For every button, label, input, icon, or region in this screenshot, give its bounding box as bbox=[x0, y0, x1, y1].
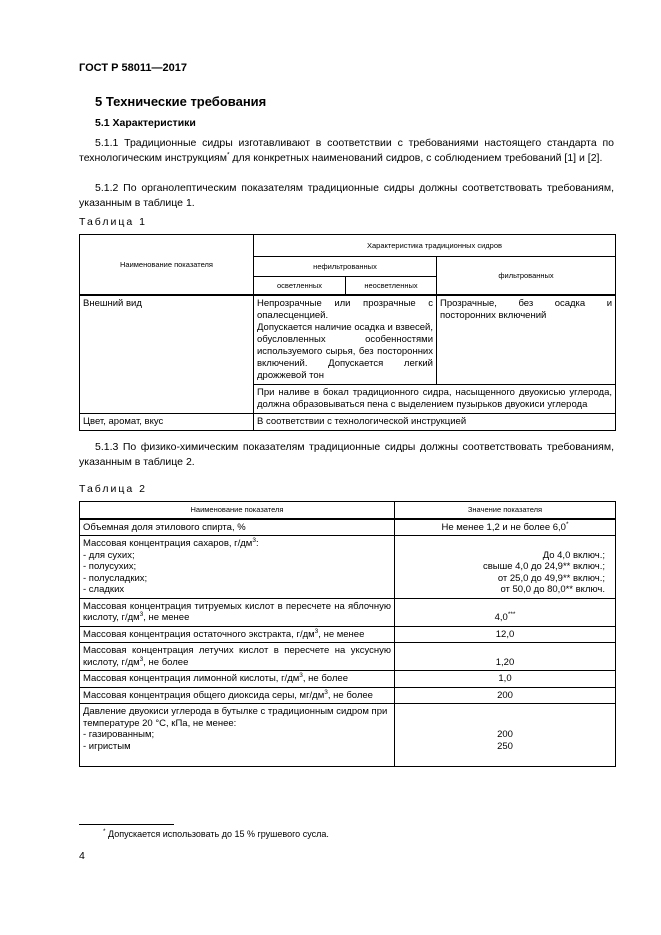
t2-row-pressure-name: Давление двуокиси углерода в бутылке с традиционным сидром при температуре 20 °С, кПа, не менее: - газированным; - игристым bbox=[80, 704, 395, 767]
page-number: 4 bbox=[79, 850, 85, 862]
t2-row-volatile-acids-name: Массовая концентрация летучих кислот в пересчете на уксусную кислоту, $г/дм^3$, не более bbox=[80, 643, 395, 671]
t2-sugars-value: от 50,0 до 80,0** включ. bbox=[500, 584, 605, 595]
t2-row-extract-value: 12,0 bbox=[395, 626, 616, 643]
t2-row-pressure-value bbox=[395, 704, 616, 767]
table-2 bbox=[79, 501, 616, 767]
footnote-separator bbox=[79, 824, 174, 825]
t1-header-unfiltered: нефильтрованных bbox=[254, 257, 437, 277]
t2-row-sugars-value bbox=[395, 536, 616, 599]
t2-pressure-value: 250 bbox=[497, 740, 513, 752]
t2-row-extract-name: Массовая концентрация остаточного экстракта, $г/дм^3$, не менее bbox=[80, 626, 395, 643]
footnote: * Допускается использовать до 15 % грушевого сусла. bbox=[103, 828, 329, 839]
table-1 bbox=[79, 234, 616, 431]
t2-sugars-item: - для сухих; bbox=[83, 549, 135, 561]
document-code: ГОСТ Р 58011—2017 bbox=[79, 62, 187, 74]
t2-sugars-value: свыше 4,0 до 24,9** включ.; bbox=[482, 561, 605, 572]
t2-header-name: Наименование показателя bbox=[80, 502, 395, 519]
t1-header-characteristic: Характеристика традиционных сидров bbox=[254, 235, 616, 257]
t2-header-value: Значение показателя bbox=[395, 502, 616, 519]
paragraph-5-1-3: 5.1.3 По физико-химическим показателям традиционные сидры должны соответствовать требованиям, указанным в таблице 2. bbox=[79, 441, 614, 468]
table2-caption: Таблица 2 bbox=[79, 483, 147, 495]
t1-header-name: Наименование показателя bbox=[80, 235, 254, 295]
paragraph-5-1-1: 5.1.1 Традиционные сидры изготавливают в соответствии с требованиями настоящего стандарта по технологическим инструкциям* для конкретных наименований сидров, с соблюдением требований [1] и [2]. bbox=[79, 137, 614, 164]
subsection-title: 5.1 Характеристики bbox=[95, 117, 196, 129]
t1-header-clarified: осветленных bbox=[254, 277, 346, 295]
t1-header-filtered: фильтрованных bbox=[437, 257, 616, 295]
table1-caption: Таблица 1 bbox=[79, 216, 147, 228]
t1-row-appearance-filtered: Прозрачные, без осадка и посторонних включений bbox=[437, 295, 616, 385]
t2-sugars-item: - сладких bbox=[83, 584, 125, 595]
paragraph-5-1-2: 5.1.2 По органолептическим показателям традиционные сидры должны соответствовать требованиям, указанным в таблице 1. bbox=[79, 182, 614, 209]
t2-row-acids-value: 4,0*** bbox=[395, 598, 616, 626]
t1-row-taste-value: В соответствии с технологической инструкцией bbox=[254, 413, 616, 430]
t2-row-alcohol-name: Объемная доля этилового спирта, % bbox=[80, 519, 395, 536]
t2-row-citric-value: 1,0 bbox=[395, 671, 616, 688]
t1-row-appearance-foam-note: При наливе в бокал традиционного сидра, насыщенного двуокисью углерода, должна образовываться пена с выделением пузырьков двуокиси углерода bbox=[254, 384, 616, 413]
footnote-mark: * bbox=[103, 828, 106, 835]
t2-pressure-value: 200 bbox=[497, 729, 513, 740]
t2-pressure-item: - газированным; bbox=[83, 729, 155, 740]
t2-row-sulfur-value: 200 bbox=[395, 687, 616, 704]
t2-row-alcohol-value: Не менее 1,2 и не более 6,0* bbox=[395, 519, 616, 536]
t1-row-appearance-name: Внешний вид bbox=[80, 295, 254, 414]
footnote-reference: * bbox=[226, 151, 230, 159]
t2-row-volatile-acids-value: 1,20 bbox=[395, 643, 616, 671]
t1-header-unclarified: неосветленных bbox=[346, 277, 437, 295]
t2-row-sulfur-name: Массовая концентрация общего диоксида серы, $мг/дм^3$, не более bbox=[80, 687, 395, 704]
t2-row-sugars-name: Массовая концентрация сахаров, $г/дм^3$: - для сухих; - полусухих; - полусладких; - сладких bbox=[80, 536, 395, 599]
footnote-reference: *** bbox=[507, 610, 516, 618]
footnote-reference: * bbox=[565, 520, 569, 528]
t2-sugars-value: от 25,0 до 49,9** включ.; bbox=[497, 572, 605, 584]
t2-sugars-item: - полусладких; bbox=[83, 572, 148, 584]
section-title: 5 Технические требования bbox=[95, 94, 267, 109]
t2-sugars-value: До 4,0 включ.; bbox=[542, 549, 605, 561]
t2-row-acids-name: Массовая концентрация титруемых кислот в пересчете на яблочную кислоту, $г/дм^3$, не менее bbox=[80, 598, 395, 626]
t2-row-citric-name: Массовая концентрация лимонной кислоты, $г/дм^3$, не более bbox=[80, 671, 395, 688]
t1-row-appearance-unfiltered: Непрозрачные или прозрачные с опалесценцией. Допускается наличие осадка и взвесей, обусловленных особенностями используемого сырья, без посторонних включений. Допускается легкий дрожжевой тон bbox=[254, 295, 437, 385]
t2-pressure-item: - игристым bbox=[83, 740, 131, 752]
t1-row-taste-name: Цвет, аромат, вкус bbox=[80, 413, 254, 430]
t2-sugars-item: - полусухих; bbox=[83, 561, 137, 572]
